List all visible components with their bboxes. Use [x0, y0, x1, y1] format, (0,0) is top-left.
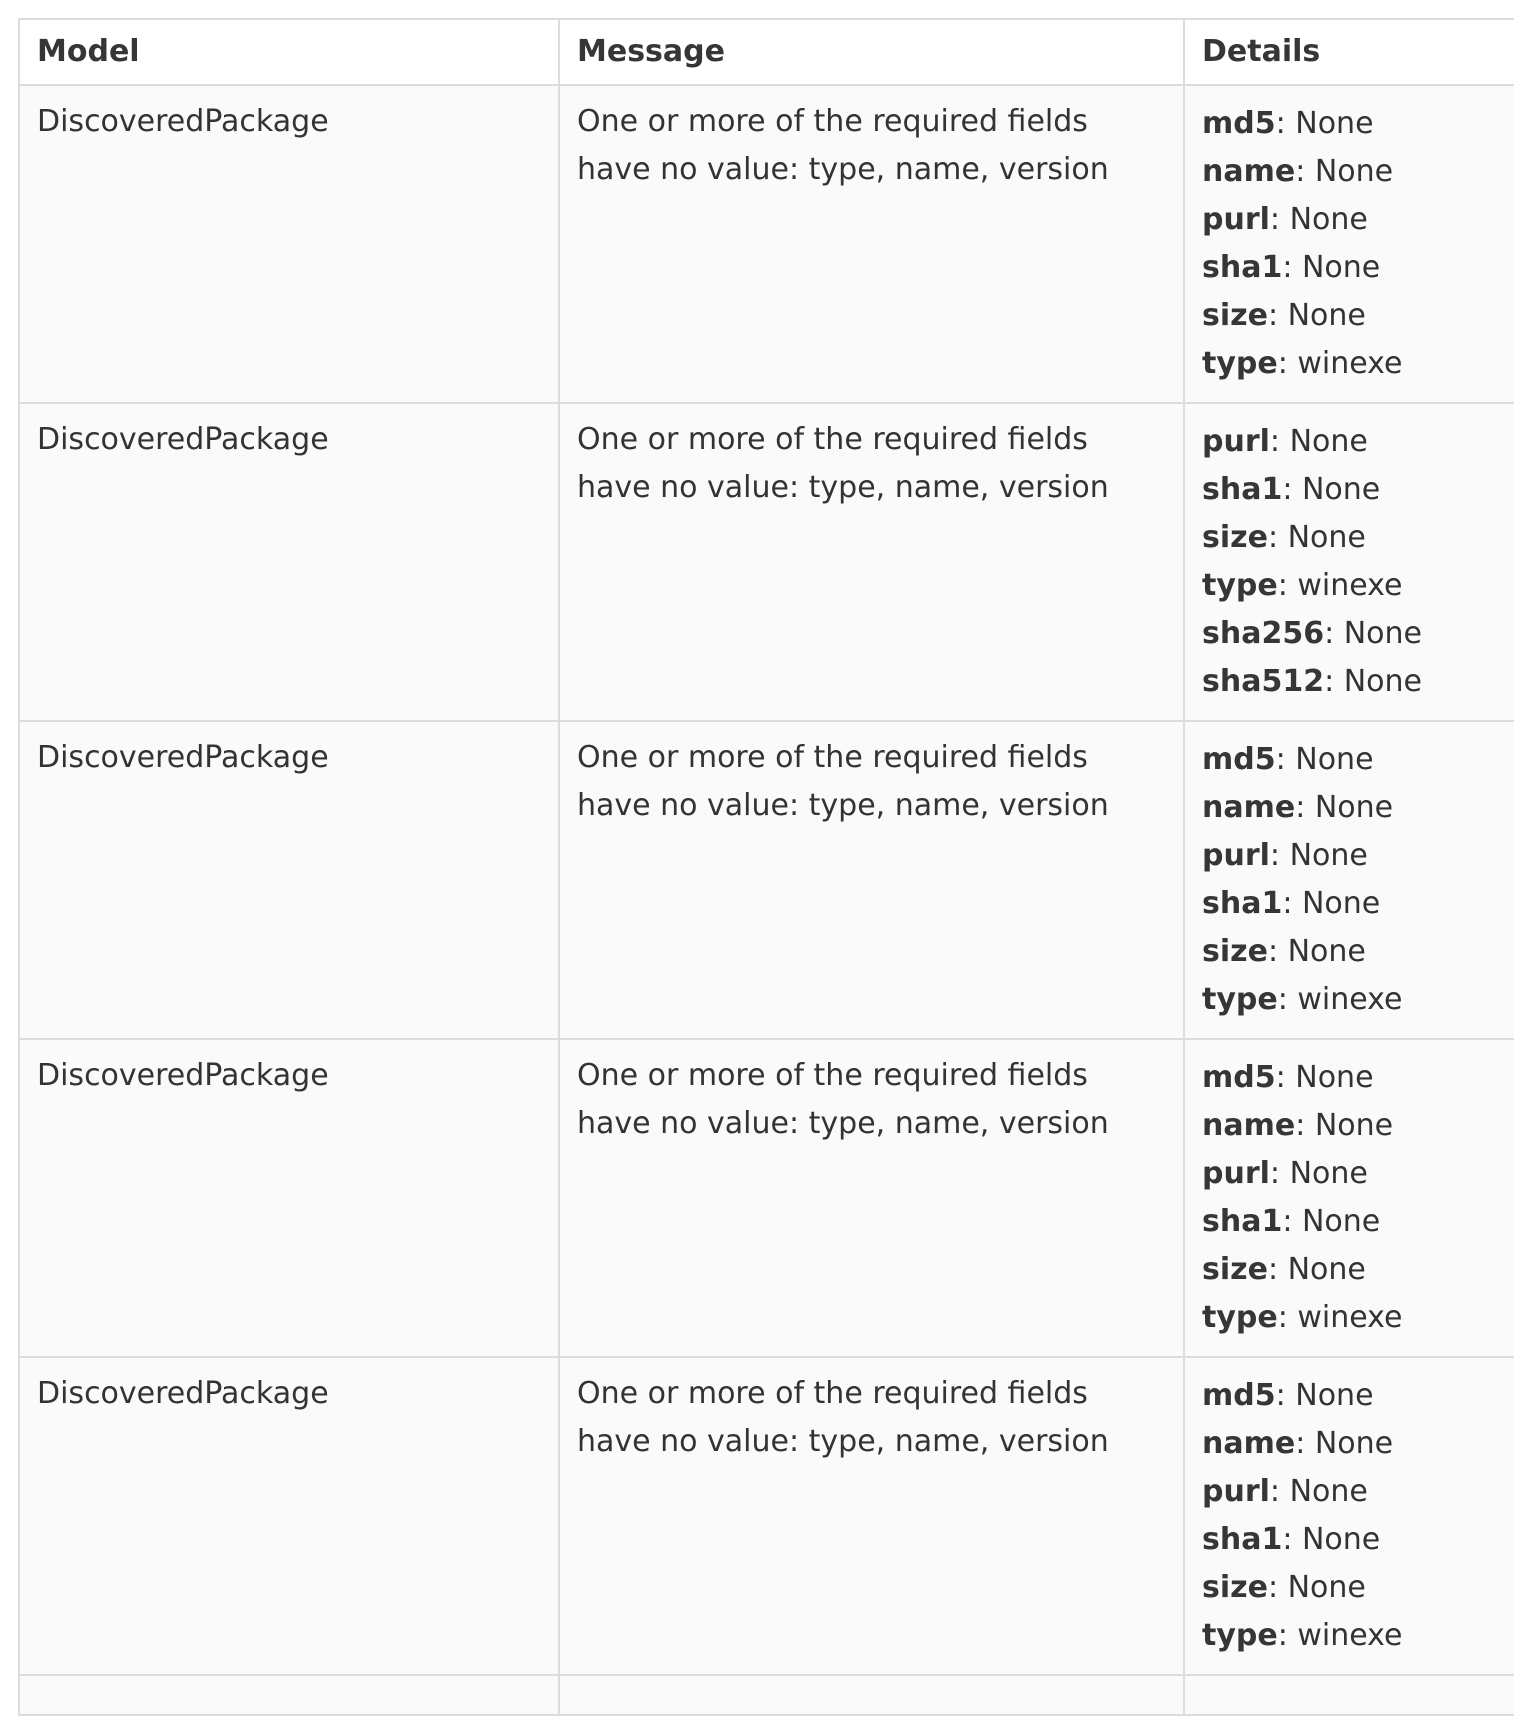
detail-key: purl: [1202, 1474, 1270, 1509]
cell-model: DiscoveredPackage: [19, 721, 559, 1039]
detail-key: name: [1202, 790, 1296, 825]
detail-item: [1202, 1420, 1497, 1468]
cell-message: [559, 1039, 1184, 1357]
detail-value: : None: [1267, 520, 1366, 555]
detail-key: size: [1202, 298, 1268, 333]
header-details: Details: [1184, 19, 1514, 85]
message-text: One or more of the required fields have no value: type, name, version: [577, 1058, 1109, 1141]
detail-key: size: [1202, 1570, 1268, 1605]
detail-value: : winexe: [1277, 346, 1403, 381]
detail-item: [1202, 1246, 1497, 1294]
detail-value: : None: [1269, 424, 1368, 459]
table-header: [19, 19, 1514, 85]
cell-details: [1184, 1039, 1514, 1357]
cell-message: [559, 85, 1184, 403]
detail-item: [1202, 196, 1497, 244]
detail-item: [1202, 340, 1497, 388]
detail-item: [1202, 418, 1497, 466]
detail-item: [1202, 292, 1497, 340]
table-body: [19, 85, 1514, 1715]
detail-key: size: [1202, 1252, 1268, 1287]
detail-value: : None: [1324, 664, 1423, 699]
detail-item: [1202, 1102, 1497, 1150]
detail-key: purl: [1202, 202, 1270, 237]
message-text: One or more of the required fields have no value: type, name, version: [577, 422, 1109, 505]
detail-value: : None: [1267, 298, 1366, 333]
detail-key: type: [1202, 982, 1278, 1017]
detail-value: : None: [1269, 1156, 1368, 1191]
detail-value: : None: [1275, 742, 1374, 777]
detail-key: size: [1202, 520, 1268, 555]
detail-key: name: [1202, 1426, 1296, 1461]
detail-item: [1202, 1612, 1497, 1660]
table-row: [19, 403, 1514, 721]
detail-value: : None: [1282, 472, 1381, 507]
detail-key: type: [1202, 1618, 1278, 1653]
detail-item: [1202, 1294, 1497, 1342]
cell-details: [1184, 85, 1514, 403]
detail-key: type: [1202, 568, 1278, 603]
detail-value: : winexe: [1277, 1300, 1403, 1335]
detail-key: sha256: [1202, 616, 1325, 651]
message-text: One or more of the required fields have no value: type, name, version: [577, 1376, 1109, 1459]
detail-value: : None: [1267, 1570, 1366, 1605]
cell-model: DiscoveredPackage: [19, 403, 559, 721]
table-row: [19, 85, 1514, 403]
cell-model: DiscoveredPackage: [19, 1357, 559, 1675]
detail-value: : None: [1282, 1522, 1381, 1557]
detail-item: [1202, 100, 1497, 148]
detail-value: : None: [1275, 106, 1374, 141]
cell-message: [559, 1675, 1184, 1715]
detail-key: purl: [1202, 838, 1270, 873]
cell-message: [559, 1357, 1184, 1675]
errors-table-container: [18, 18, 1514, 1716]
cell-model: DiscoveredPackage: [19, 85, 559, 403]
header-message: Message: [559, 19, 1184, 85]
detail-value: : None: [1269, 202, 1368, 237]
detail-item: [1202, 784, 1497, 832]
detail-item: [1202, 1054, 1497, 1102]
detail-item: [1202, 1468, 1497, 1516]
detail-key: sha1: [1202, 1522, 1283, 1557]
table-row: [19, 721, 1514, 1039]
detail-value: : winexe: [1277, 982, 1403, 1017]
cell-message: [559, 721, 1184, 1039]
detail-value: : None: [1267, 934, 1366, 969]
detail-key: type: [1202, 346, 1278, 381]
detail-value: : None: [1269, 838, 1368, 873]
cell-details: [1184, 1357, 1514, 1675]
errors-table: [18, 18, 1514, 1716]
detail-key: sha1: [1202, 1204, 1283, 1239]
detail-value: : None: [1295, 1426, 1394, 1461]
detail-value: : None: [1275, 1060, 1374, 1095]
detail-key: md5: [1202, 1378, 1276, 1413]
detail-value: : winexe: [1277, 1618, 1403, 1653]
detail-key: name: [1202, 154, 1296, 189]
detail-key: type: [1202, 1300, 1278, 1335]
detail-item: [1202, 514, 1497, 562]
detail-item: [1202, 148, 1497, 196]
detail-value: : None: [1324, 616, 1423, 651]
cell-details: [1184, 403, 1514, 721]
detail-item: [1202, 1198, 1497, 1246]
detail-item: [1202, 736, 1497, 784]
detail-key: sha1: [1202, 250, 1283, 285]
detail-key: md5: [1202, 742, 1276, 777]
table-row-partial: [19, 1675, 1514, 1715]
cell-model: [19, 1675, 559, 1715]
detail-item: [1202, 1564, 1497, 1612]
detail-item: [1202, 610, 1497, 658]
detail-value: : None: [1282, 1204, 1381, 1239]
header-row: [19, 19, 1514, 85]
detail-value: : None: [1282, 250, 1381, 285]
detail-key: name: [1202, 1108, 1296, 1143]
detail-value: : None: [1295, 790, 1394, 825]
detail-value: : None: [1267, 1252, 1366, 1287]
detail-value: : None: [1282, 886, 1381, 921]
message-text: One or more of the required fields have no value: type, name, version: [577, 104, 1109, 187]
cell-details: [1184, 1675, 1514, 1715]
detail-item: [1202, 1516, 1497, 1564]
message-text: One or more of the required fields have no value: type, name, version: [577, 740, 1109, 823]
table-row: [19, 1039, 1514, 1357]
detail-key: size: [1202, 934, 1268, 969]
detail-key: md5: [1202, 1060, 1276, 1095]
detail-key: purl: [1202, 1156, 1270, 1191]
detail-value: : winexe: [1277, 568, 1403, 603]
detail-item: [1202, 1372, 1497, 1420]
detail-value: : None: [1269, 1474, 1368, 1509]
detail-key: md5: [1202, 106, 1276, 141]
detail-item: [1202, 832, 1497, 880]
table-row: [19, 1357, 1514, 1675]
detail-item: [1202, 976, 1497, 1024]
detail-key: sha1: [1202, 472, 1283, 507]
detail-item: [1202, 880, 1497, 928]
detail-key: purl: [1202, 424, 1270, 459]
cell-message: [559, 403, 1184, 721]
detail-item: [1202, 928, 1497, 976]
detail-key: sha1: [1202, 886, 1283, 921]
detail-value: : None: [1275, 1378, 1374, 1413]
detail-item: [1202, 1150, 1497, 1198]
detail-item: [1202, 244, 1497, 292]
detail-item: [1202, 658, 1497, 706]
cell-model: DiscoveredPackage: [19, 1039, 559, 1357]
detail-key: sha512: [1202, 664, 1325, 699]
detail-item: [1202, 562, 1497, 610]
cell-details: [1184, 721, 1514, 1039]
detail-item: [1202, 466, 1497, 514]
detail-value: : None: [1295, 154, 1394, 189]
header-model: Model: [19, 19, 559, 85]
detail-value: : None: [1295, 1108, 1394, 1143]
